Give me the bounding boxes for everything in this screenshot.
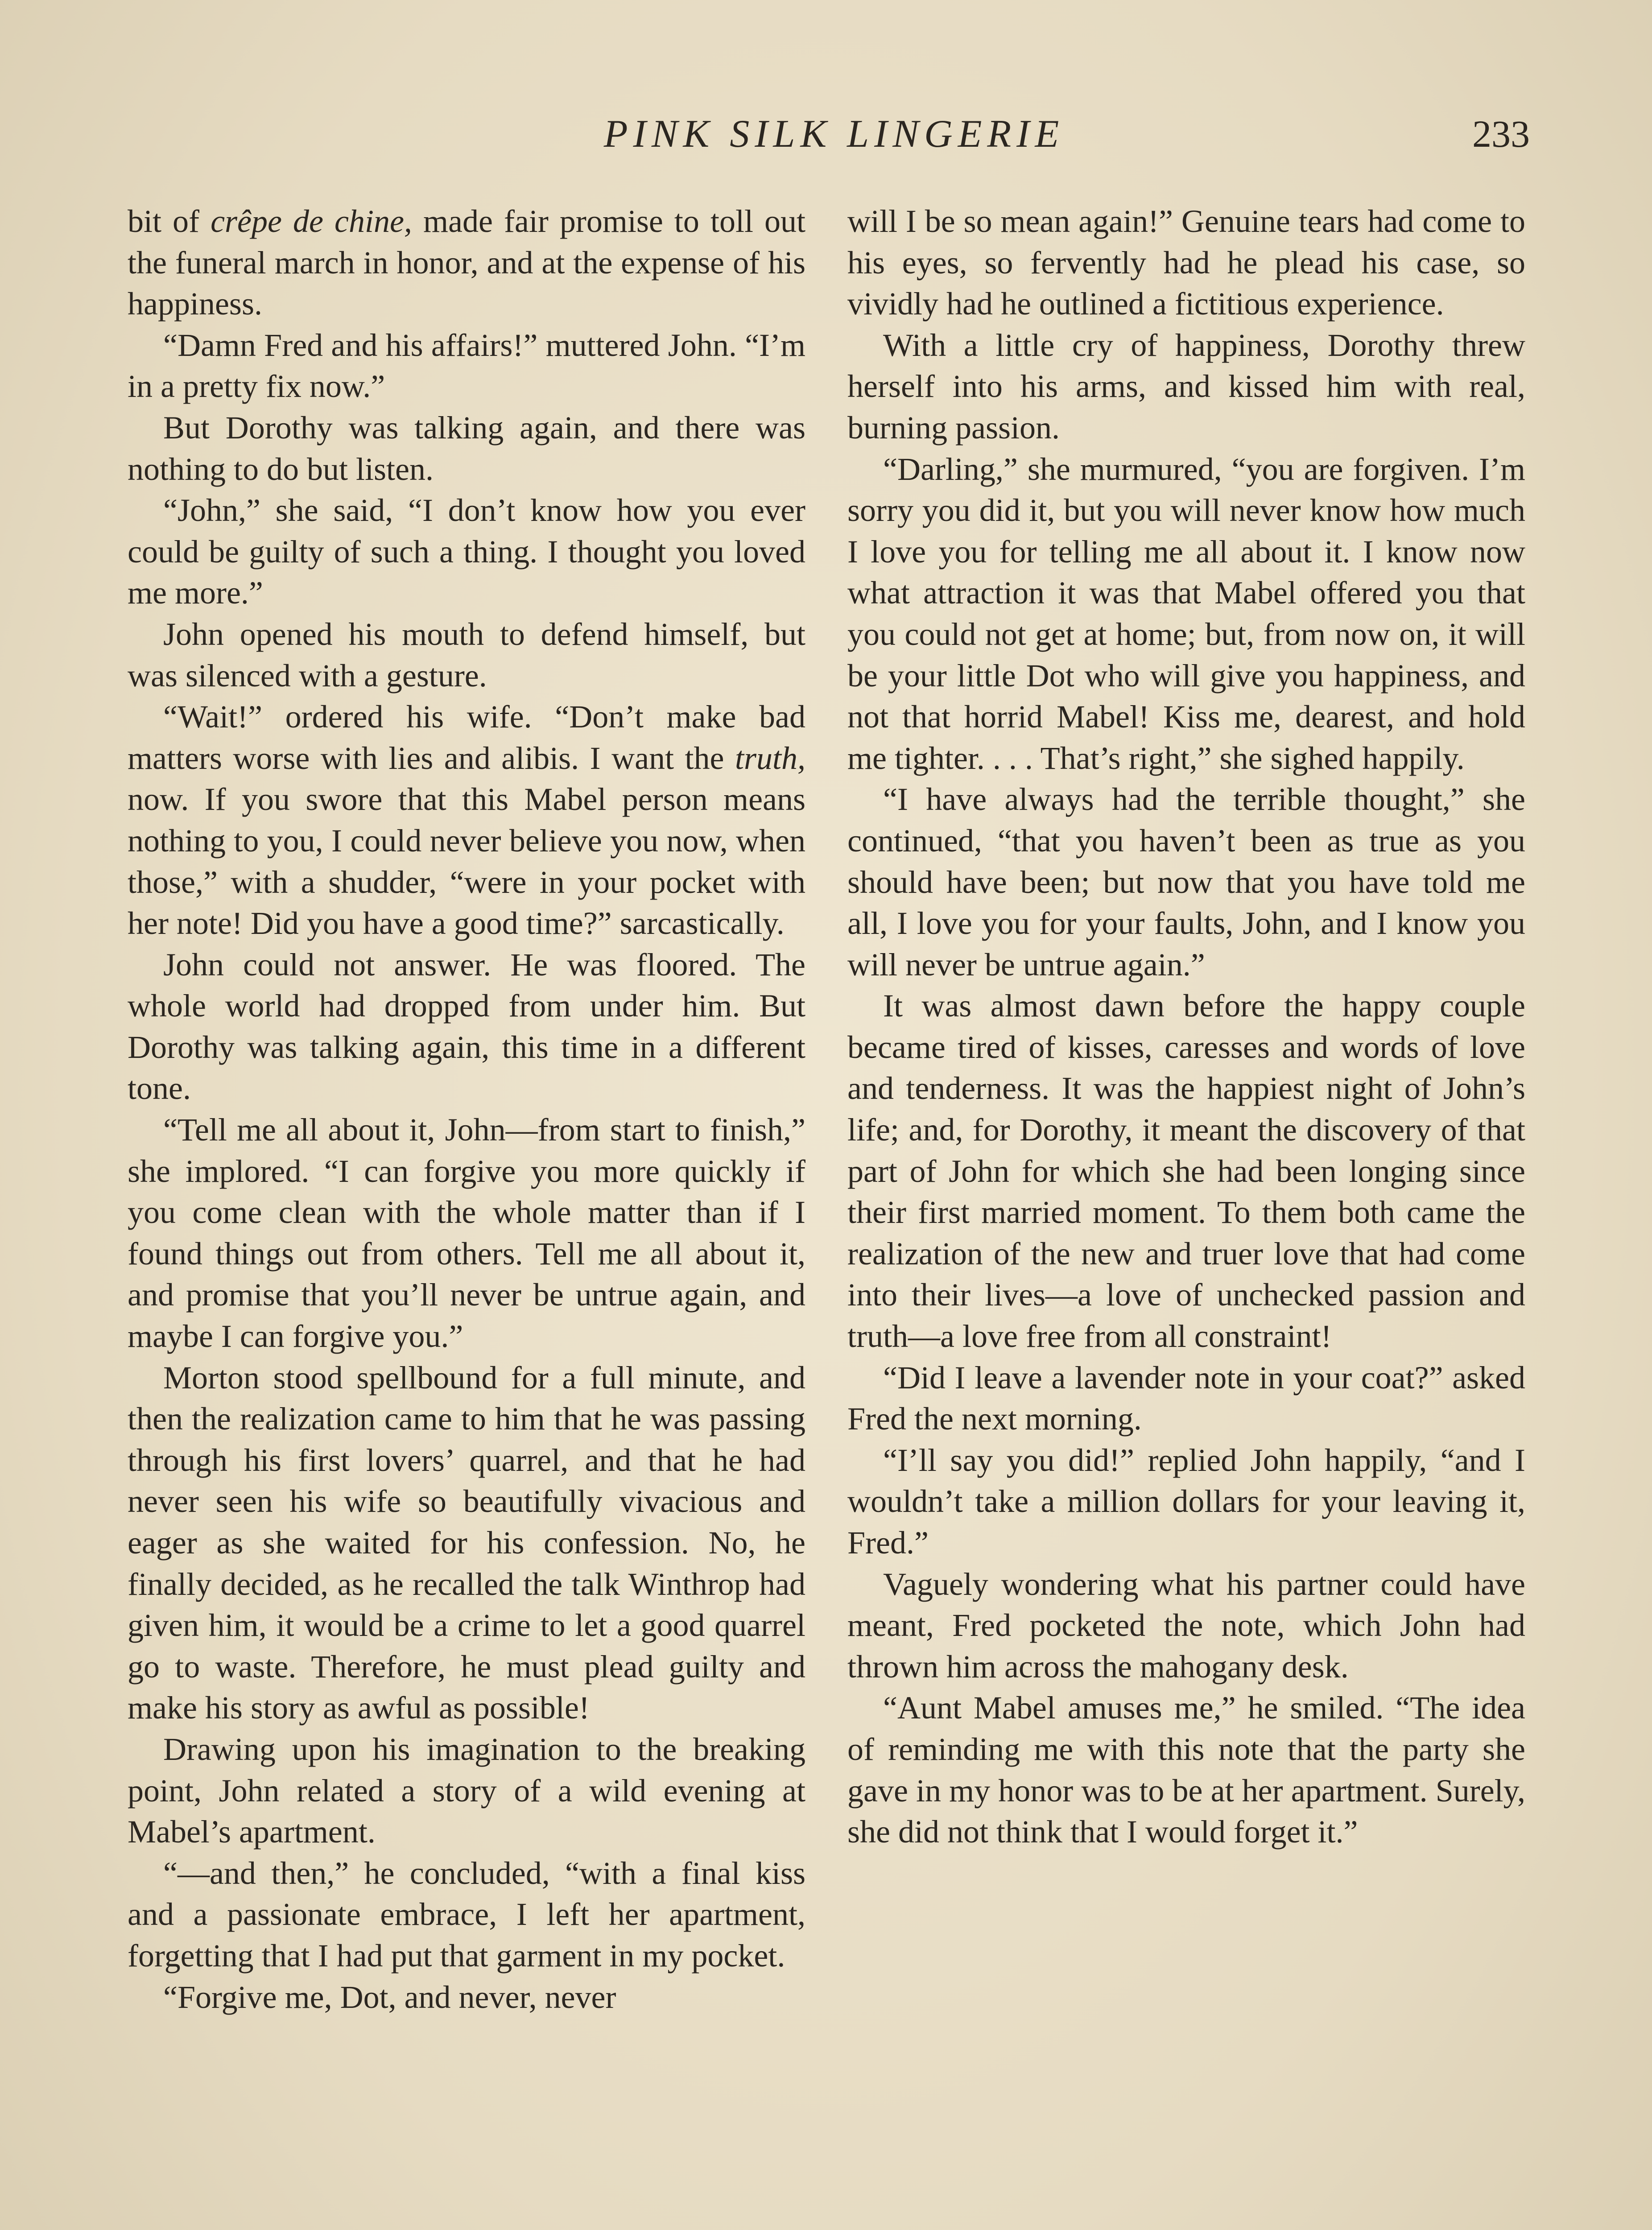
paragraph: “Forgive me, Dot, and never, never <box>163 1979 616 2015</box>
italic-phrase: truth, <box>735 740 805 776</box>
paragraph: “John,” she said, “I don’t know how you ever could be guilty of such a thing. I thought you loved me more.” <box>128 492 805 611</box>
paragraph: will I be so mean again!” Genuine tears had come to his eyes, so fervently had he plead his case, so vividly had he outlined a fictitious experience. <box>847 203 1525 322</box>
paragraph: “Tell me all about it, John—from start to finish,” she implored. “I can forgive you more quickly if you come clean with the whole matter than if I found things out from others. Tell me all about it, and promise that you’ll never be untrue again, and maybe I can forgive you.” <box>128 1112 805 1355</box>
paragraph: “Aunt Mabel amuses me,” he smiled. “The idea of reminding me with this note that the party she gave in my honor was to be at her apartment. Surely, she did not think that I would forget it.” <box>847 1690 1525 1850</box>
paragraph: “Did I leave a lavender note in your coat?” asked Fred the next morning. <box>847 1359 1525 1437</box>
paragraph: “—and then,” he concluded, “with a final kiss and a passionate embrace, I left her apartment, forgetting that I had put that garment in my pocket. <box>128 1855 805 1974</box>
page-number: 233 <box>1472 112 1530 155</box>
paragraph: With a little cry of happiness, Dorothy threw herself into his arms, and kissed him with real, burning passion. <box>847 327 1525 446</box>
paragraph: Morton stood spellbound for a full minute, and then the realization came to him that he was passing through his first lovers’ quarrel, and that he had never seen his wife so beautifully vivacious and eager as she waited for his confession. No, he finally decided, as he recalled the talk Winthrop had given him, it would be a crime to let a good quarrel go to waste. Therefore, he must plead guilty and make his story as awful as possible! <box>128 1359 805 1726</box>
text-run: “Wait!” ordered his wife. “Don’t make bad matters worse with lies and alibis. I want the <box>128 699 805 776</box>
text-run: bit of <box>128 203 211 239</box>
left-column <box>128 201 805 2018</box>
paragraph: Drawing upon his imagination to the breaking point, John related a story of a wild evening at Mabel’s apartment. <box>128 1731 805 1850</box>
paragraph: It was almost dawn before the happy couple became tired of kisses, caresses and words of love and tenderness. It was the happiest night of John’s life; and, for Dorothy, it meant the discovery of that part of John for which she had been longing since their first married moment. To them both came the realization of the new and truer love that had come into their lives—a love of unchecked passion and truth—a love free from all constraint! <box>847 988 1525 1355</box>
right-column <box>847 201 1525 1853</box>
running-title: PINK SILK LINGERIE <box>603 112 1065 156</box>
paragraph: “Damn Fred and his affairs!” muttered John. “I’m in a pretty fix now.” <box>128 327 805 405</box>
paragraph: “I have always had the terrible thought,” she continued, “that you haven’t been as true as you should have been; but now that you have told me all, I love you for your faults, John, and I know you will never be untrue again.” <box>847 781 1525 983</box>
paragraph: John could not answer. He was floored. The whole world had dropped from under him. But Dorothy was talking again, this time in a different tone. <box>128 946 805 1107</box>
page-header <box>0 112 1652 174</box>
paragraph: “I’ll say you did!” replied John happily, “and I wouldn’t take a million dollars for your leaving it, Fred.” <box>847 1442 1525 1561</box>
paragraph: But Dorothy was talking again, and there was nothing to do but listen. <box>128 409 805 487</box>
paragraph <box>128 696 805 944</box>
text-run: made fair promise to toll out the funeral march in honor, and at the expense of his happiness. <box>128 203 806 322</box>
paragraph: Vaguely wondering what his partner could have meant, Fred pocketed the note, which John had thrown him across the mahogany desk. <box>847 1566 1525 1685</box>
text-run: now. If you swore that this Mabel person means nothing to you, I could never believe you now, when those,” with a shudder, “were in your pocket with her note! Did you have a good time?” sarcastically. <box>128 781 805 942</box>
paragraph: “Darling,” she murmured, “you are forgiven. I’m sorry you did it, but you will never know how much I love you for telling me all about it. I know now what attraction it was that Mabel offered you that you could not get at home; but, from now on, it will be your little Dot who will give you happiness, and not that horrid Mabel! Kiss me, dearest, and hold me tighter. . . . That’s right,” she sighed happily. <box>847 451 1525 776</box>
italic-phrase: crêpe de chine, <box>211 203 412 239</box>
paragraph <box>128 201 805 325</box>
paragraph: John opened his mouth to defend himself, but was silenced with a gesture. <box>128 616 805 694</box>
